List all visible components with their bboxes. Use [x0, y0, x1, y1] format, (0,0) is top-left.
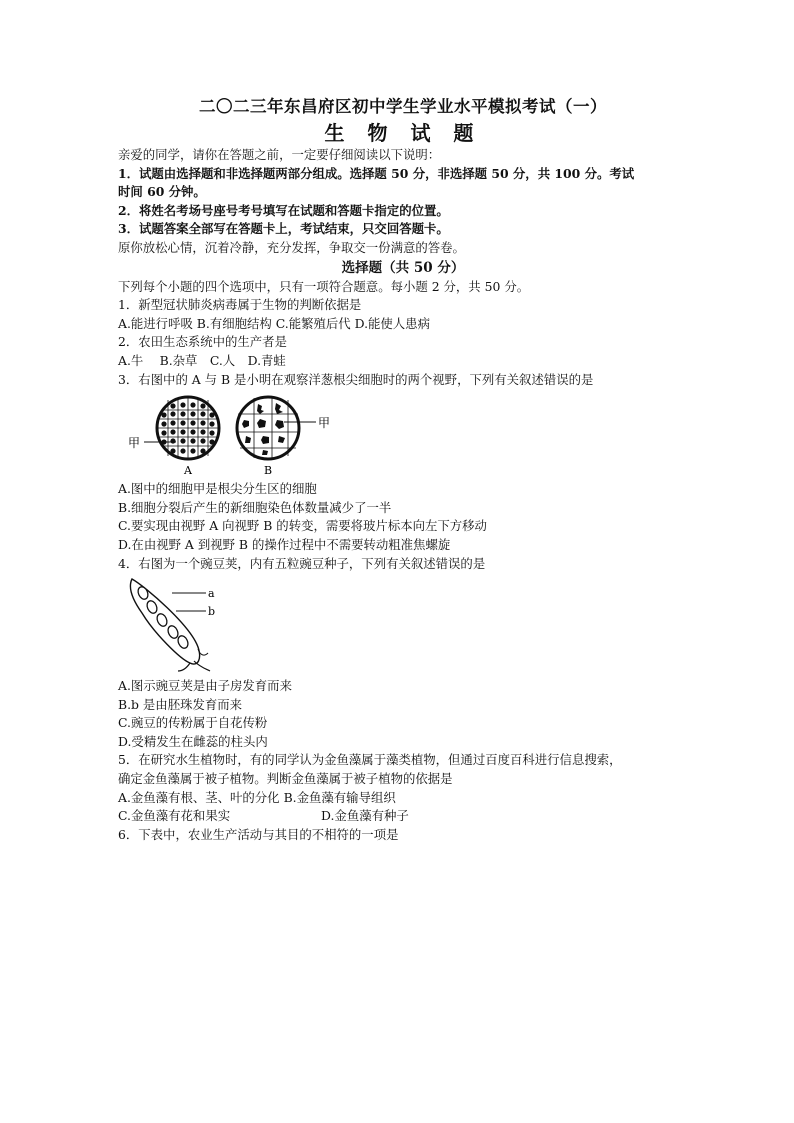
caption-a: A: [184, 464, 192, 478]
label-a: a: [208, 587, 215, 601]
rule-1-line-1: 1．试题由选择题和非选择题两部分组成。选择题 50 分，非选择题 50 分，共 100 分。考试: [118, 165, 635, 181]
intro-closing: 原你放松心情，沉着冷静，充分发挥，争取交一份满意的答卷。: [118, 239, 465, 255]
q1-stem: 1．新型冠状肺炎病毒属于生物的判断依据是: [118, 297, 362, 313]
field-b-circle: [237, 397, 299, 459]
label-b: b: [208, 605, 216, 619]
q4-option-d: D.受精发生在雌蕊的柱头内: [118, 733, 268, 749]
pod-stalk: [178, 661, 210, 671]
q3-option-d: D.在由视野 A 到视野 B 的操作过程中不需要转动粗准焦螺旋: [118, 536, 451, 552]
q1-options: A.能进行呼吸 B.有细胞结构 C.能繁殖后代 D.能使人患病: [118, 315, 430, 331]
rule-2: 2．将姓名考场号座号考号填写在试题和答题卡指定的位置。: [118, 202, 449, 218]
q2-stem: 2．农田生态系统中的生产者是: [118, 334, 287, 350]
q4-option-b: B.b 是由胚珠发育而来: [118, 696, 243, 712]
q5-stem-line-1: 5．在研究水生植物时，有的同学认为金鱼藻属于藻类植物，但通过百度百科进行信息搜索，: [118, 752, 622, 768]
q3-option-a: A.图中的细胞甲是根尖分生区的细胞: [118, 481, 317, 497]
q2-options: A.牛 B.杂草 C.人 D.青蛙: [118, 352, 286, 368]
q3-option-b: B.细胞分裂后产生的新细胞染色体数量减少了一半: [118, 499, 392, 515]
label-jia-left: 甲: [128, 436, 141, 451]
q4-option-c: C.豌豆的传粉属于自花传粉: [118, 715, 268, 731]
q4-stem: 4．右图为一个豌豆荚，内有五粒豌豆种子，下列有关叙述错误的是: [118, 555, 486, 571]
q5-option-b: B.金鱼藻有输导组织: [283, 789, 396, 805]
q5-option-c: C.金鱼藻有花和果实: [118, 808, 231, 824]
exam-title: 二〇二三年东昌府区初中学生学业水平模拟考试（一）: [199, 97, 607, 116]
q5-stem-line-2: 确定金鱼藻属于被子植物。判断金鱼藻属于被子植物的依据是: [118, 771, 453, 787]
rule-1-line-2: 时间 60 分钟。: [118, 184, 206, 200]
section-instruction: 下列每个小题的四个选项中，只有一项符合题意。每小题 2 分，共 50 分。: [118, 278, 530, 294]
q4-option-a: A.图示豌豆荚是由子房发育而来: [118, 678, 292, 694]
label-jia-right: 甲: [318, 416, 331, 431]
exam-subject-title: 生 物 试 题: [324, 121, 482, 145]
caption-b: B: [264, 464, 273, 478]
section-title: 选择题（共 50 分）: [341, 259, 465, 276]
q3-option-c: C.要实现由视野 A 向视野 B 的转变，需要将玻片标本向左下方移动: [118, 518, 487, 534]
q5-options-row-2: [118, 807, 688, 826]
q6-stem: 6．下表中，农业生产活动与其目的不相符的一项是: [118, 826, 399, 842]
exam-page: [118, 96, 688, 844]
q5-options-row-1: [118, 789, 688, 808]
q3-stem: 3．右图中的 A 与 B 是小明在观察洋葱根尖细胞时的两个视野，下列有关叙述错误的是: [118, 371, 594, 387]
q3-figure-microscope-views: [118, 392, 688, 478]
q5-option-a: A.金鱼藻有根、茎、叶的分化: [118, 789, 280, 805]
q4-figure-pea-pod: [118, 575, 688, 675]
rule-3: 3．试题答案全部写在答题卡上，考试结束，只交回答题卡。: [118, 221, 449, 237]
intro-greeting: 亲爱的同学，请你在答题之前，一定要仔细阅读以下说明：: [118, 147, 441, 162]
pea-pod-illustration: [124, 575, 234, 675]
q5-option-d: D.金鱼藻有种子: [321, 808, 409, 824]
microscope-views-illustration: [126, 392, 356, 478]
